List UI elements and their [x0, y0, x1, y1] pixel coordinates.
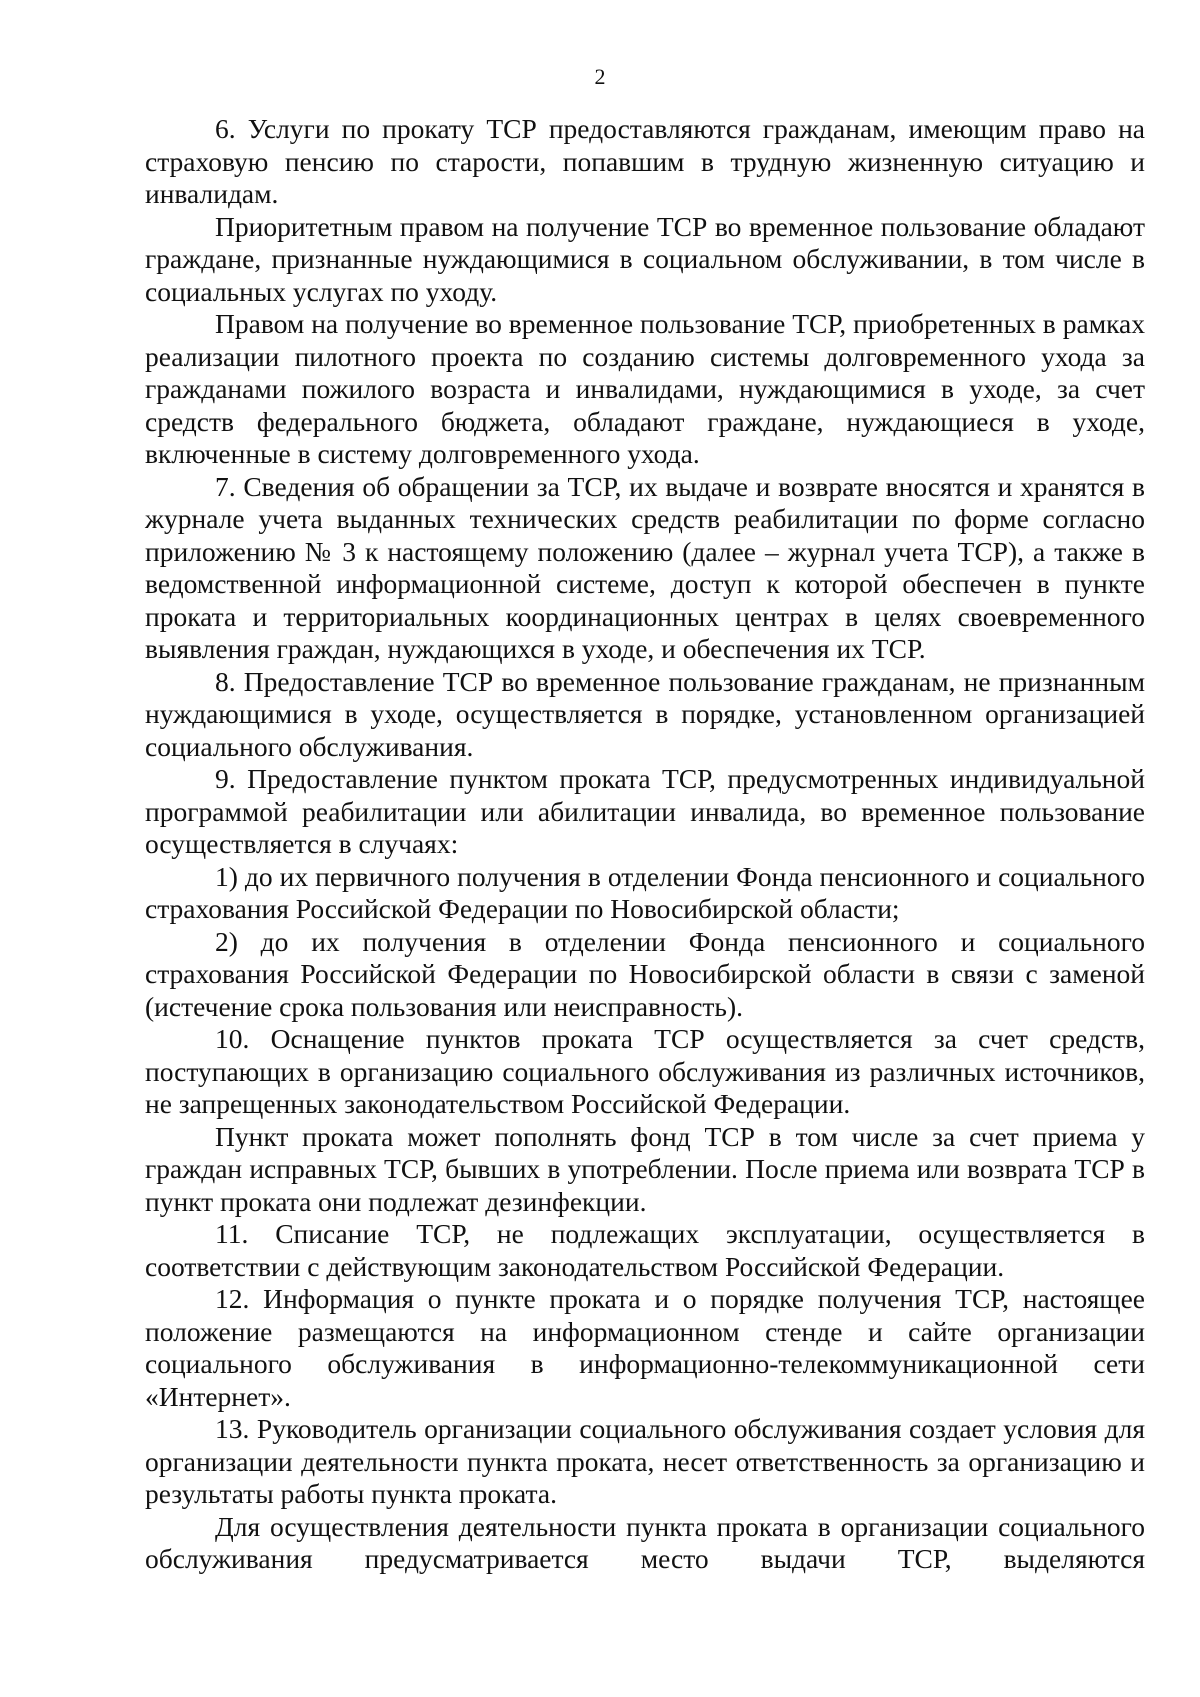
- paragraph-9-item-1: 1) до их первичного получения в отделении Фонда пенсионного и социального страхования Российской Федерации по Новосибирской области;: [145, 860, 1145, 924]
- paragraph-9-item-2: 2) до их получения в отделении Фонда пенсионного и социального страхования Российской Федерации по Новосибирской области в связи с заменой (истечение срока пользования или неисправность).: [145, 925, 1145, 1022]
- document-body: [145, 113, 1145, 1576]
- paragraph-9: 9. Предоставление пунктом проката ТСР, предусмотренных индивидуальной программой реабилитации или абилитации инвалида, во временное пользование осуществляется в случаях:: [145, 763, 1145, 859]
- paragraph-12: 12. Информация о пункте проката и о порядке получения ТСР, настоящее положение размещаются на информационном стенде и сайте организации социального обслуживания в информационно-телекоммуникационной сети «Интернет».: [145, 1283, 1145, 1412]
- paragraph-priority-right: Приоритетным правом на получение ТСР во временное пользование обладают граждане, признанные нуждающимися в социальном обслуживании, в том числе в социальных услугах по уходу.: [145, 210, 1145, 307]
- paragraph-10: 10. Оснащение пунктов проката ТСР осуществляется за счет средств, поступающих в организацию социального обслуживания из различных источников, не запрещенных законодательством Российской Федерации.: [145, 1023, 1145, 1119]
- paragraph-13: 13. Руководитель организации социального обслуживания создает условия для организации деятельности пункта проката, несет ответственность за организацию и результаты работы пункта проката.: [145, 1413, 1145, 1509]
- paragraph-rental-place: Для осуществления деятельности пункта проката в организации социального обслуживания предусматривается место выдачи ТСР, выделяются: [145, 1510, 1145, 1574]
- paragraph-rental-fund: Пункт проката может пополнять фонд ТСР в том числе за счет приема у граждан исправных ТСР, бывших в употреблении. После приема или возврата ТСР в пункт проката они подлежат дезинфекции.: [145, 1120, 1145, 1217]
- paragraph-7: 7. Сведения об обращении за ТСР, их выдаче и возврате вносятся и хранятся в журнале учета выданных технических средств реабилитации по форме согласно приложению № 3 к настоящему положению (далее – журнал учета ТСР), а также в ведомственной информационной системе, доступ к которой обеспечен в пункте проката и территориальных координационных центрах в целях своевременного выявления граждан, нуждающихся в уходе, и обеспечения их ТСР.: [145, 470, 1145, 664]
- paragraph-11: 11. Списание ТСР, не подлежащих эксплуатации, осуществляется в соответствии с действующим законодательством Российской Федерации.: [145, 1218, 1145, 1282]
- paragraph-pilot-project-right: Правом на получение во временное пользование ТСР, приобретенных в рамках реализации пилотного проекта по созданию системы долговременного ухода за гражданами пожилого возраста и инвалидами, нуждающимися в уходе, за счет средств федерального бюджета, обладают граждане, нуждающиеся в уходе, включенные в систему долговременного ухода.: [145, 308, 1145, 469]
- paragraph-8: 8. Предоставление ТСР во временное пользование гражданам, не признанным нуждающимися в уходе, осуществляется в порядке, установленном организацией социального обслуживания.: [145, 665, 1145, 762]
- page-number: 2: [594, 64, 606, 89]
- paragraph-6: 6. Услуги по прокату ТСР предоставляются гражданам, имеющим право на страховую пенсию по старости, попавшим в трудную жизненную ситуацию и инвалидам.: [145, 113, 1145, 209]
